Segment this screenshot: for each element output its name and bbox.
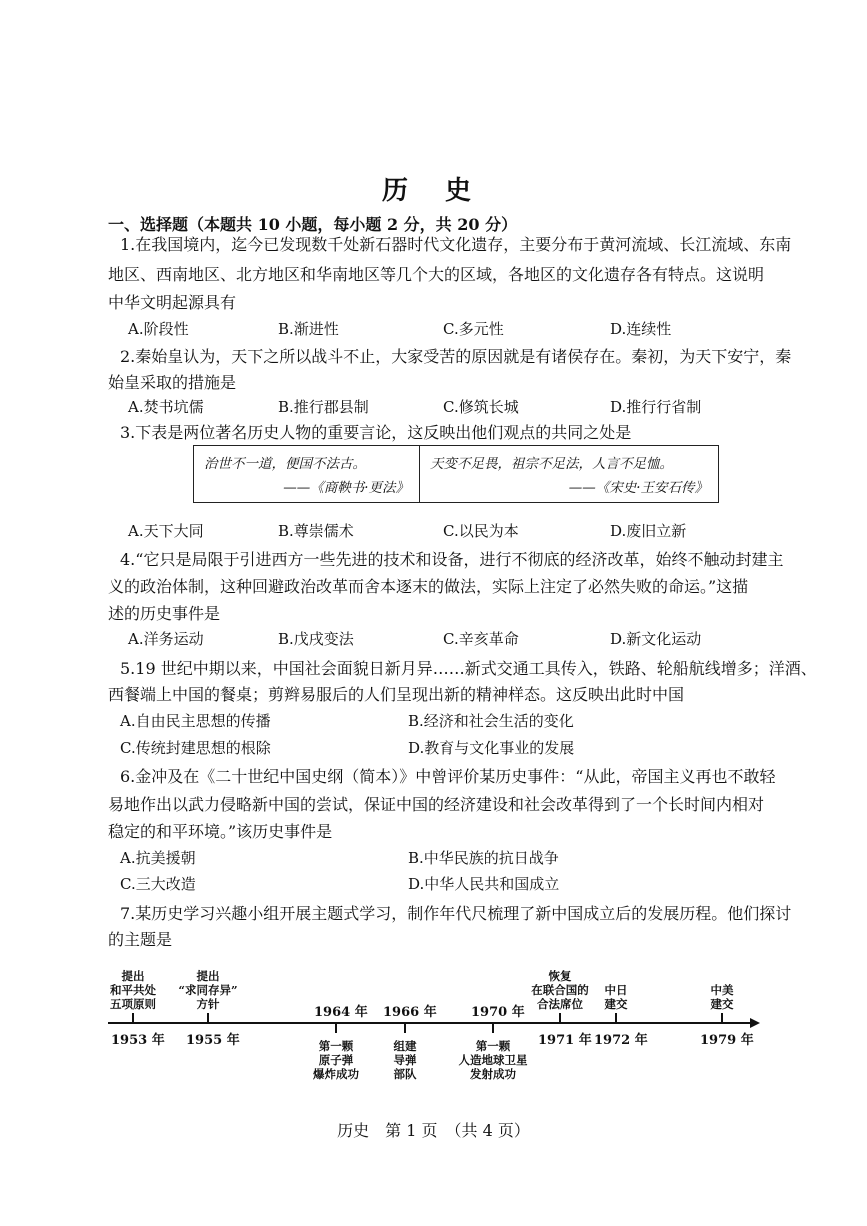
q5-option-c: C.传统封建思想的根除 [120,739,271,757]
q6-line: 易地作出以武力侵略新中国的尝试，保证中国的经济建设和社会改革得到了一个长时间内相对 [108,795,765,814]
q1-option-d: D.连续性 [610,320,672,338]
q5-option-d: D.教育与文化事业的发展 [408,739,575,757]
q3-option-c: C.以民为本 [443,522,519,540]
timeline-event: 恢复 在联合国的 合法席位 [531,969,589,1011]
q1-line: 地区、西南地区、北方地区和华南地区等几个大的区域，各地区的文化遗存各有特点。这说明 [108,265,765,284]
q5-option-a: A.自由民主思想的传播 [120,712,271,730]
timeline-year: 1953 年 [111,1033,165,1048]
q4-option-a: A.洋务运动 [128,630,204,648]
q3-line: 3.下表是两位著名历史人物的重要言论，这反映出他们观点的共同之处是 [120,423,632,442]
timeline-year: 1979 年 [700,1033,754,1048]
timeline-year: 1970 年 [471,1005,525,1020]
q4-option-c: C.辛亥革命 [443,630,519,648]
q2-line: 始皇采取的措施是 [108,373,237,392]
q6-option-d: D.中华人民共和国成立 [408,875,560,893]
timeline-year: 1971 年 [538,1033,592,1048]
timeline-event: 组建 导弹 部队 [393,1039,417,1081]
source-left: ——《商鞅书·更法》 [283,480,409,496]
q6-line: 稳定的和平环境。”该历史事件是 [108,822,333,841]
q2-option-c: C.修筑长城 [443,398,519,416]
quote-right: 天变不足畏，祖宗不足法，人言不足恤。 [430,456,673,472]
q6-line: 6.金冲及在《二十世纪中国史纲（简本）》中曾评价某历史事件：“从此，帝国主义再也不敢轻 [120,767,776,786]
timeline-event: 第一颗 人造地球卫星 发射成功 [458,1039,528,1081]
q3-option-a: A.天下大同 [128,522,204,540]
q6-option-c: C.三大改造 [120,875,196,893]
quote-left: 治世不一道，便国不法古。 [204,456,366,472]
q2-line: 2.秦始皇认为，天下之所以战斗不止，大家受苦的原因就是有诸侯存在。秦初，为天下安宁，秦 [120,347,792,366]
q6-option-a: A.抗美援朝 [120,849,196,867]
timeline-event: 第一颗 原子弹 爆炸成功 [313,1039,359,1081]
page-title: 历 史 [381,176,486,206]
q4-line: 4.“它只是局限于引进西方一些先进的技术和设备，进行不彻底的经济改革，始终不触动封建主 [120,550,784,569]
q1-option-c: C.多元性 [443,320,504,338]
section-heading: 一、选择题（本题共 10 小题，每小题 2 分，共 20 分） [108,215,518,234]
q6-option-b: B.中华民族的抗日战争 [408,849,559,867]
q5-line: 5.19 世纪中期以来，中国社会面貌日新月异……新式交通工具传入，铁路、轮船航线增多；洋酒、 [120,659,817,678]
timeline-event: 中日 建交 [604,983,628,1011]
timeline-event: 中美 建交 [710,983,734,1011]
q4-line: 义的政治体制，这种回避政治改革而舍本逐末的做法，实际上注定了必然失败的命运。”这描 [108,577,749,596]
q2-option-a: A.焚书坑儒 [128,398,204,416]
q1-line: 1.在我国境内，迄今已发现数千处新石器时代文化遗存，主要分布于黄河流域、长江流域、东南 [120,235,792,254]
q5-line: 西餐端上中国的餐桌；剪辫易服后的人们呈现出新的精神样态。这反映出此时中国 [108,685,685,704]
q1-line: 中华文明起源具有 [108,293,237,312]
q4-line: 述的历史事件是 [108,604,221,623]
source-right: ——《宋史·王安石传》 [568,480,708,496]
q3-option-d: D.废旧立新 [610,522,687,540]
page-footer: 历史 第 1 页 （共 4 页） [337,1121,530,1140]
timeline-event: 提出 和平共处 五项原则 [110,969,156,1011]
q2-option-b: B.推行郡县制 [278,398,369,416]
q2-option-d: D.推行行省制 [610,398,702,416]
timeline-event: 提出 “求同存异” 方针 [178,969,238,1011]
timeline-year: 1964 年 [314,1005,368,1020]
timeline-year: 1955 年 [186,1033,240,1048]
timeline-year: 1972 年 [594,1033,648,1048]
timeline-year: 1966 年 [383,1005,437,1020]
q4-option-d: D.新文化运动 [610,630,702,648]
q7-line: 7.某历史学习兴趣小组开展主题式学习，制作年代尺梳理了新中国成立后的发展历程。他们探讨 [120,904,792,923]
q4-option-b: B.戊戌变法 [278,630,354,648]
q7-line: 的主题是 [108,930,173,949]
q5-option-b: B.经济和社会生活的变化 [408,712,574,730]
q1-option-b: B.渐进性 [278,320,339,338]
q3-option-b: B.尊崇儒术 [278,522,354,540]
q1-option-a: A.阶段性 [128,320,189,338]
